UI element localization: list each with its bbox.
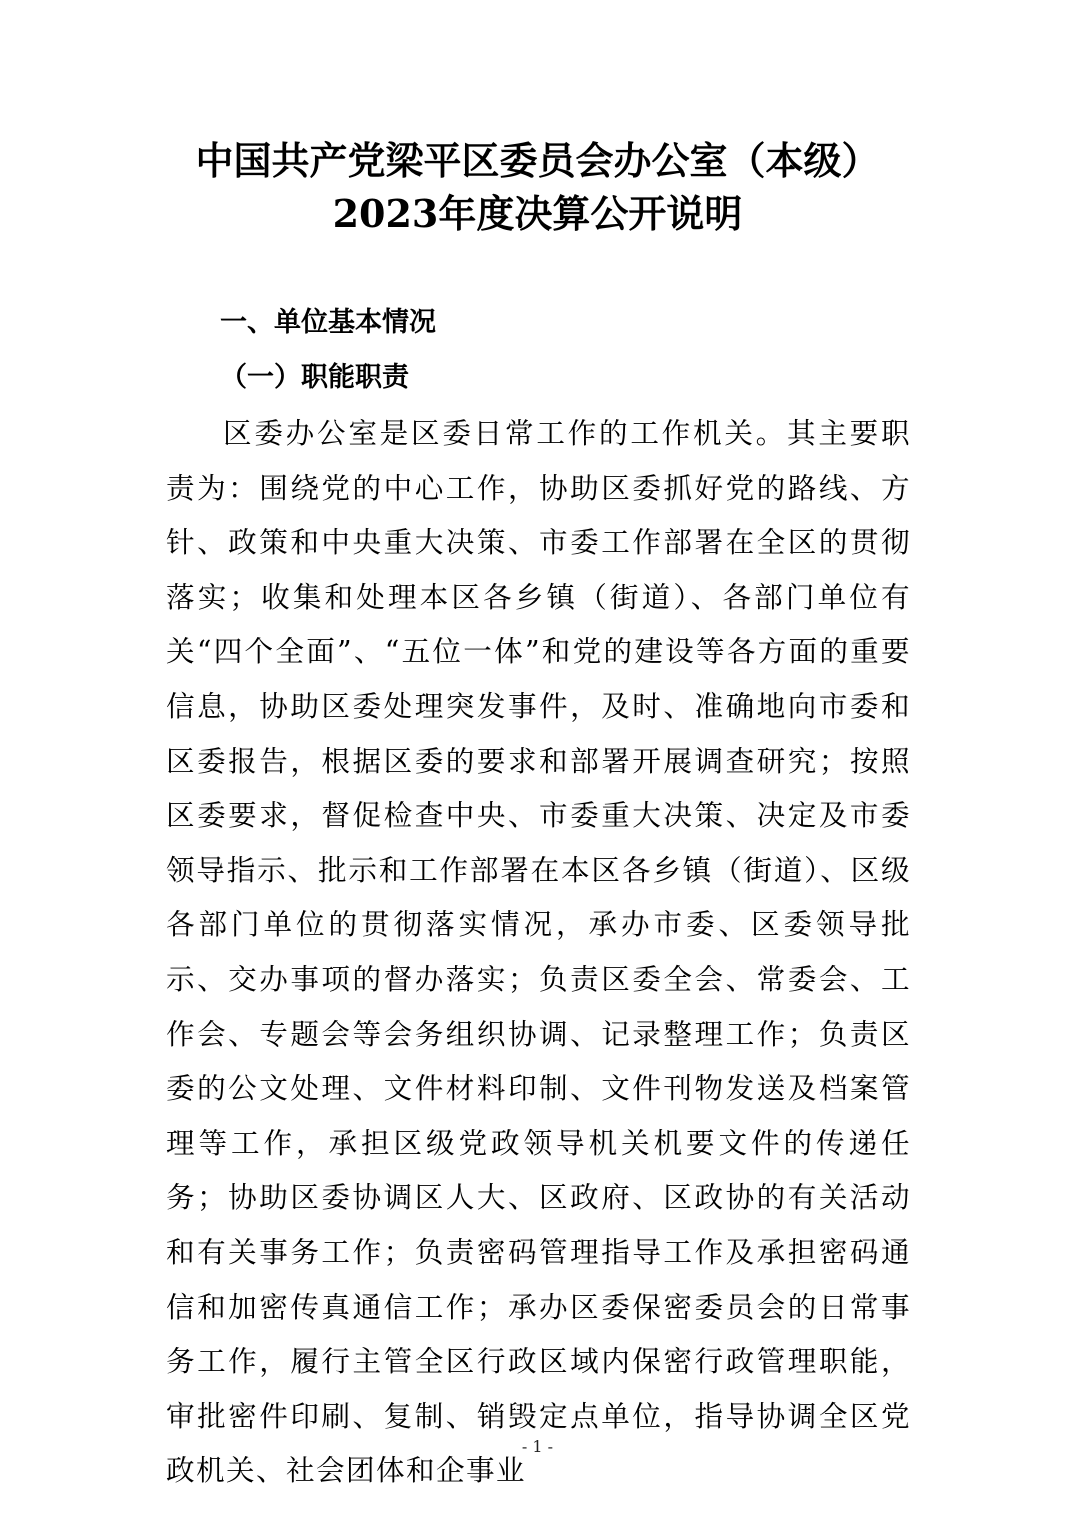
document-title-line-2: 2023年度决算公开说明 [332,191,743,236]
subsection-heading: （一）职能职责 [220,362,409,393]
document-title-line-1: 中国共产党梁平区委员会办公室（本级） [195,138,880,183]
page-number: - 1 - [521,1437,554,1456]
body-paragraph: 区委办公室是区委日常工作的工作机关。其主要职责为：围绕党的中心工作，协助区委抓好党的路线、方针、政策和中央重大决策、市委工作部署在全区的贯彻落实；收集和处理本区各乡镇（街道）、各部门单位有关“四个全面”、“五位一体”和党的建设等各方面的重要信息，协助区委处理突发事件，及时、准确地向市委和区委报告，根据区委的要求和部署开展调查研究；按照区委要求，督促检查中央、市委重大决策、决定及市委领导指示、批示和工作部署在本区各乡镇（街道）、区级各部门单位的贯彻落实情况，承办市委、区委领导批示、交办事项的督办落实；负责区委全会、常委会、工作会、专题会等会务组织协调、记录整理工作；负责区委的公文处理、文件材料印制、文件刊物发送及档案管理等工作，承担区级党政领导机关机要文件的传递任务；协助区委协调区人大、区政府、区政协的有关活动和有关事务工作；负责密码管理指导工作及承担密码通信和加密传真通信工作；承办区委保密委员会的日常事务工作，履行主管全区行政区域内保密行政管理职能，审批密件印刷、复制、销毁定点单位，指导协调全区党政机关、社会团体和企事业 [166,416,911,1488]
section-heading: 一、单位基本情况 [220,307,436,338]
